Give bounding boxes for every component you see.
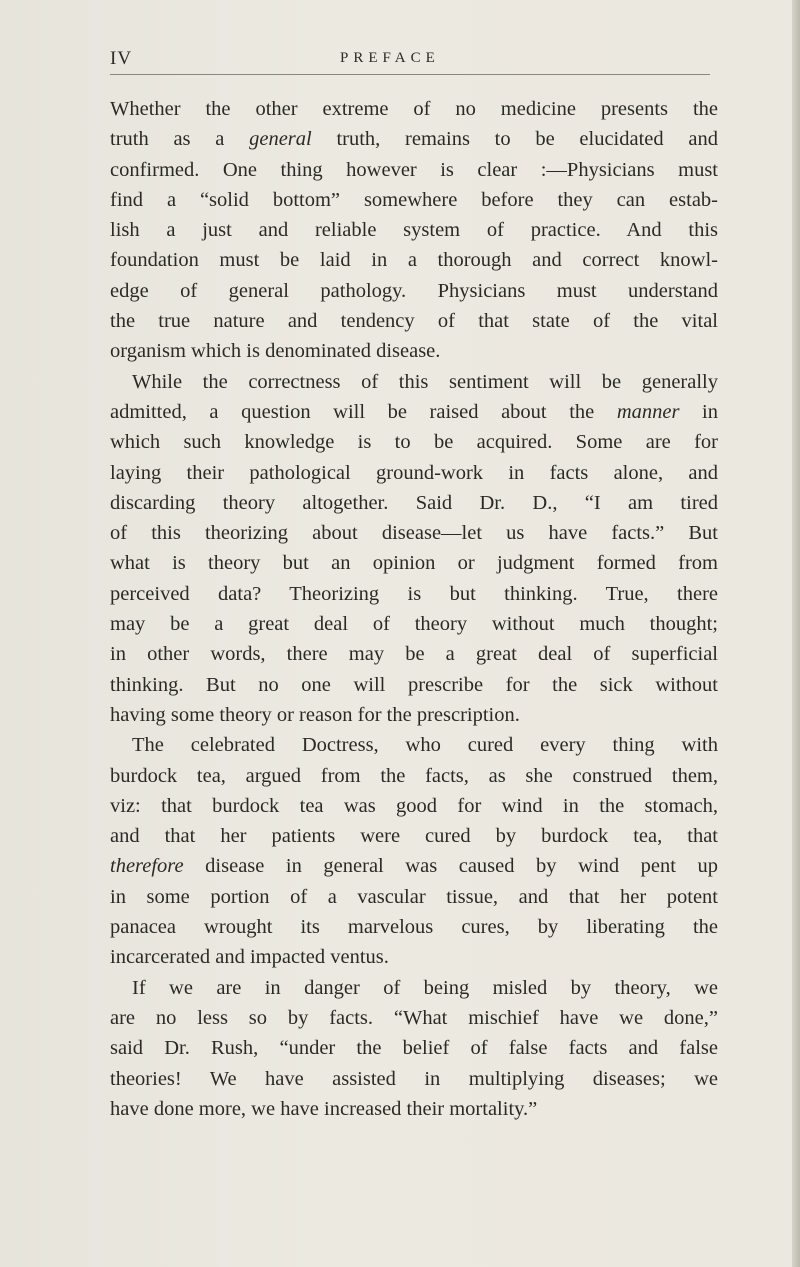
text-line: have done more, we have increased their mortality.” — [110, 1097, 538, 1120]
text-line: While the correctness of this sentiment will be generally — [132, 370, 718, 393]
text-line: discarding theory altogether. Said Dr. D., “I am tired — [110, 491, 718, 514]
text-line: the true nature and tendency of that state of the vital — [110, 310, 718, 333]
text-line: said Dr. Rush, “under the belief of false facts and false — [110, 1037, 718, 1060]
text-line: truth as a general truth, remains to be elucidated and — [110, 128, 718, 151]
text-line: are no less so by facts. “What mischief have we done,” — [110, 1006, 718, 1029]
text-line: incarcerated and impacted ventus. — [110, 946, 389, 969]
text-line: Whether the other extreme of no medicine presents the — [110, 98, 718, 120]
text-line: laying their pathological ground-work in facts alone, and — [110, 461, 718, 484]
text-line: confirmed. One thing however is clear :—Physicians must — [110, 158, 718, 181]
header-rule — [110, 74, 710, 75]
page-edge-shadow — [792, 0, 800, 1267]
text-line: edge of general pathology. Physicians must understand — [110, 279, 718, 302]
text-line: burdock tea, argued from the facts, as she construed them, — [110, 764, 718, 787]
text-line: theories! We have assisted in multiplying diseases; we — [110, 1067, 718, 1090]
text-line: in some portion of a vascular tissue, and that her potent — [110, 885, 718, 908]
text-line: having some theory or reason for the prescription. — [110, 703, 520, 726]
text-line: may be a great deal of theory without much thought; — [110, 613, 718, 636]
text-line: foundation must be laid in a thorough and correct knowl- — [110, 249, 718, 272]
text-line: perceived data? Theorizing is but thinking. True, there — [110, 582, 718, 605]
text-line: find a “solid bottom” somewhere before they can estab- — [110, 188, 718, 211]
text-line: If we are in danger of being misled by theory, we — [132, 976, 718, 999]
text-line: therefore disease in general was caused by wind pent up — [110, 855, 718, 878]
text-line: panacea wrought its marvelous cures, by liberating the — [110, 916, 718, 939]
text-line: lish a just and reliable system of practice. And this — [110, 219, 718, 242]
text-line: thinking. But no one will prescribe for the sick without — [110, 673, 718, 696]
text-line: The celebrated Doctress, who cured every thing with — [132, 734, 718, 757]
running-head: PREFACE — [340, 50, 440, 66]
page-number: IV — [110, 48, 133, 69]
text-line: admitted, a question will be raised about the manner in — [110, 400, 718, 423]
text-line: of this theorizing about disease—let us have facts.” But — [110, 522, 718, 545]
text-line: viz: that burdock tea was good for wind in the stomach, — [110, 794, 718, 817]
text-line: in other words, there may be a great deal of superficial — [110, 643, 718, 666]
text-line: which such knowledge is to be acquired. Some are for — [110, 431, 718, 454]
text-line: organism which is denominated disease. — [110, 340, 441, 363]
text-line: and that her patients were cured by burdock tea, that — [110, 825, 718, 848]
text-line: what is theory but an opinion or judgment formed from — [110, 552, 718, 575]
body-text — [110, 94, 718, 1124]
page-header — [110, 48, 730, 74]
